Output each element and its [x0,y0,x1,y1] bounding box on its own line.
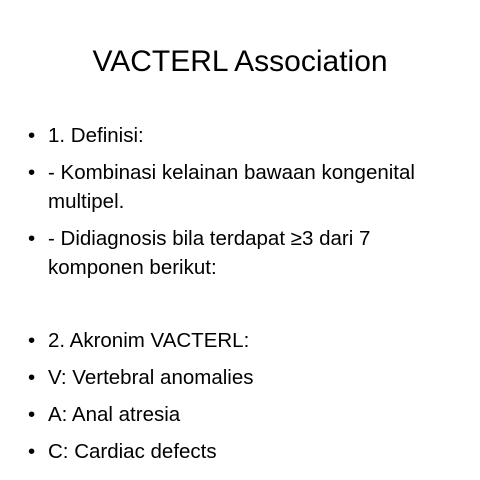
bullet-item [28,363,468,392]
bullet-text: V: Vertebral anomalies [48,366,254,389]
bullet-text: 1. Definisi: [48,124,144,147]
blank-line [28,290,468,326]
bullet-marker: • [28,329,36,352]
bullet-marker: • [28,161,36,184]
bullet-text: C: Cardiac defects [48,440,217,463]
bullet-text: 2. Akronim VACTERL: [48,329,250,352]
bullet-item [28,158,468,216]
bullet-marker: • [28,227,36,250]
bullet-item [28,121,468,150]
bullet-text: - Kombinasi kelainan bawaan kongenital multipel. [48,161,415,213]
bullet-marker: • [28,403,36,426]
bullet-item [28,437,468,466]
bullet-list [28,121,468,474]
bullet-item [28,400,468,429]
bullet-item [28,326,468,355]
bullet-marker: • [28,124,36,147]
bullet-text: - Didiagnosis bila terdapat ≥3 dari 7 komponen berikut: [48,227,371,279]
bullet-item [28,224,468,282]
slide-title: VACTERL Association [92,45,388,78]
bullet-text: A: Anal atresia [48,403,181,426]
bullet-marker: • [28,366,36,389]
bullet-marker: • [28,440,36,463]
